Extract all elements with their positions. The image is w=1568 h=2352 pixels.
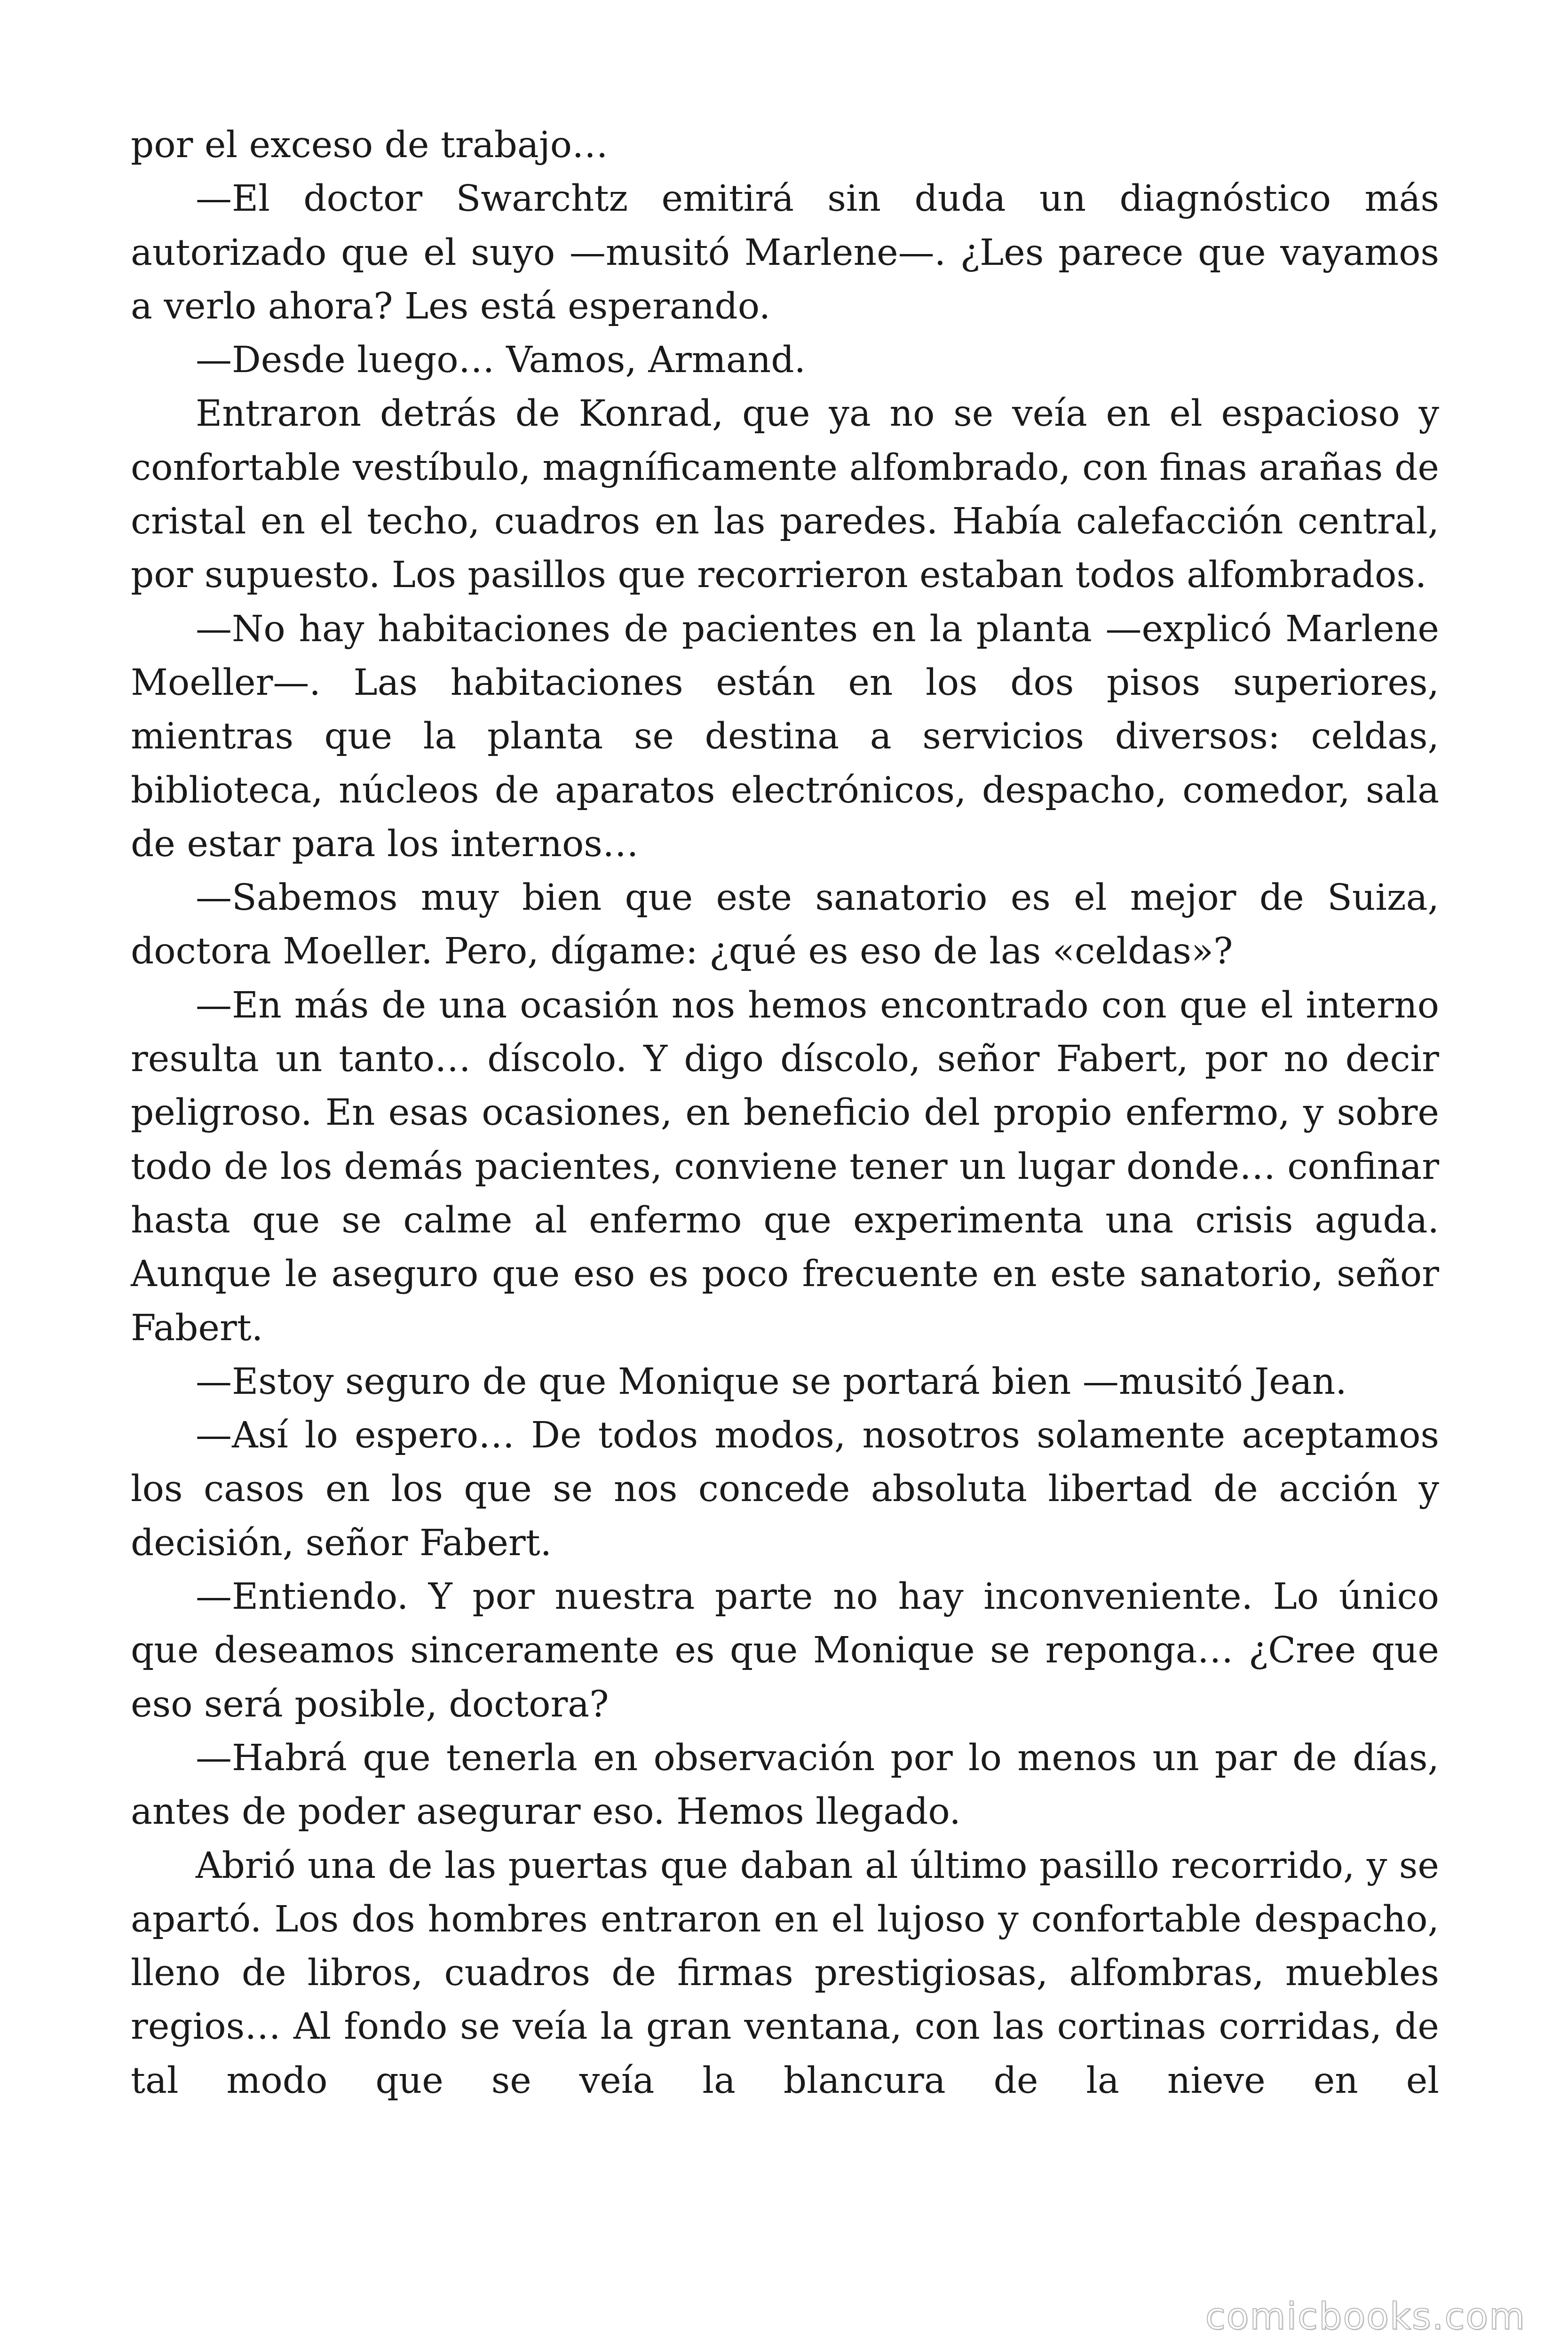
watermark: comicbooks.com (1205, 2296, 1526, 2338)
body-text (131, 119, 1439, 2108)
paragraph: Entraron detrás de Konrad, que ya no se veía en el espacioso y confortable vestíbulo, magníficamente alfombrado, con finas arañas de cristal en el techo, cuadros en las paredes. Había calefacción central, por supuesto. Los pasillos que recorrieron estaban todos alfombrados. (131, 393, 1439, 596)
paragraph-continues-next-page: Abrió una de las puertas que daban al último pasillo recorrido, y se apartó. Los dos hombres entraron en el lujoso y confortable despacho, lleno de libros, cuadros de firmas prestigiosas, alfombras, muebles regios… Al fondo se veía la gran ventana, con las cortinas corridas, de tal modo que se veía la blancura de la nieve en el (131, 1844, 1439, 2102)
paragraph: —Estoy seguro de que Monique se portará bien —musitó Jean. (196, 1360, 1347, 1403)
paragraph: —No hay habitaciones de pacientes en la planta —explicó Marlene Moeller—. Las habitaciones están en los dos pisos superiores, mientras que la planta se destina a servicios diversos: celdas, biblioteca, núcleos de aparatos electrónicos, despacho, comedor, sala de estar para los internos… (131, 608, 1439, 865)
paragraph: —Desde luego… Vamos, Armand. (196, 339, 806, 381)
paragraph: —Así lo espero… De todos modos, nosotros solamente aceptamos los casos en los que se nos concede absoluta libertad de acción y decisión, señor Fabert. (131, 1414, 1439, 1564)
paragraph: —Habrá que tenerla en observación por lo menos un par de días, antes de poder asegurar eso. Hemos llegado. (131, 1737, 1439, 1833)
paragraph: —En más de una ocasión nos hemos encontrado con que el interno resulta un tanto… díscolo. Y digo díscolo, señor Fabert, por no decir peligroso. En esas ocasiones, en beneficio del propio enfermo, y sobre todo de los demás pacientes, conviene tener un lugar donde… confinar hasta que se calme al enfermo que experimenta una crisis aguda. Aunque le aseguro que eso es poco frecuente en este sanatorio, señor Fabert. (131, 984, 1439, 1349)
paragraph: —Sabemos muy bien que este sanatorio es el mejor de Suiza, doctora Moeller. Pero, dígame: ¿qué es eso de las «celdas»? (131, 877, 1439, 973)
paragraph: —Entiendo. Y por nuestra parte no hay inconveniente. Lo único que deseamos sinceramente es que Monique se reponga… ¿Cree que eso será posible, doctora? (131, 1576, 1439, 1725)
paragraph: —El doctor Swarchtz emitirá sin duda un diagnóstico más autorizado que el suyo —musitó Marlene—. ¿Les parece que vayamos a verlo ahora? Les está esperando. (131, 178, 1439, 327)
paragraph-continuation: por el exceso de trabajo… (131, 124, 609, 166)
